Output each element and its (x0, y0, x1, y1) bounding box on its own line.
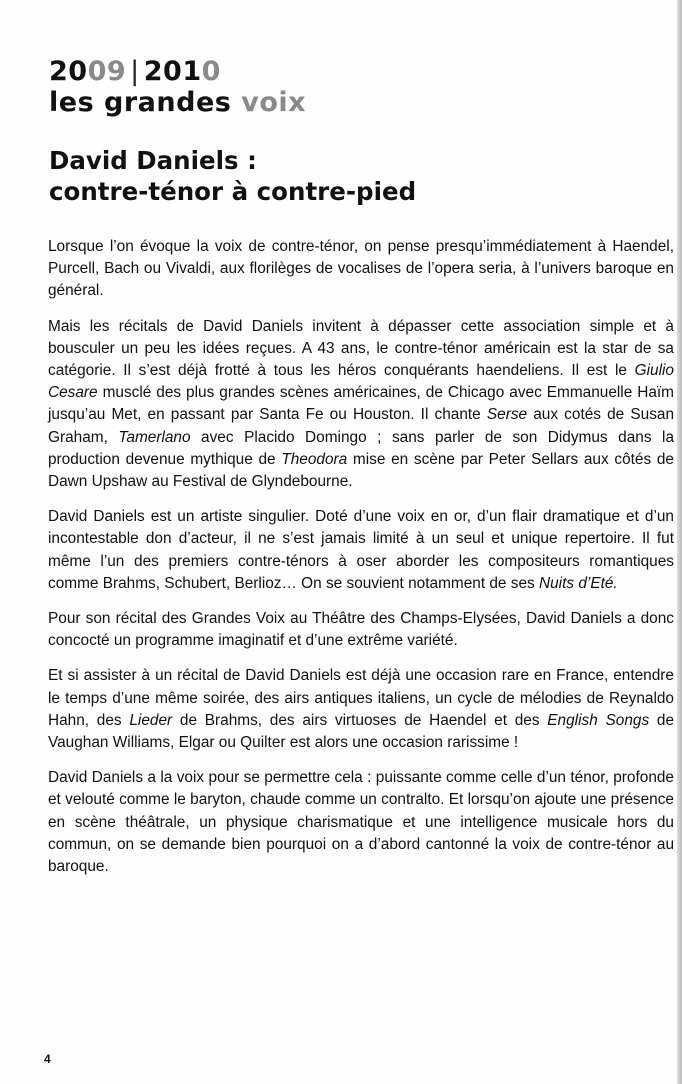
article-title-line-2: contre-ténor à contre-pied (49, 177, 417, 206)
work-title: Tamerlano (118, 428, 191, 446)
page-edge (677, 0, 682, 1084)
series-name (49, 87, 306, 118)
paragraph-2-text: musclé des plus grandes scènes américaines, de Chicago avec Emmanuelle Haïm jusqu’au Met, en passant par Santa Fe ou Houston. Il chante (48, 384, 674, 424)
season-separator: | (130, 56, 140, 87)
series-name-main: les grandes (49, 87, 232, 118)
paragraph-6: David Daniels a la voix pour se permettre cela : puissante comme celle d’un ténor, profonde et velouté comme le baryton, chaude comme un contralto. Et lorsqu’on ajoute une présence en scène théâtrale, un physique charismatique et une intelligence musicale hors du commun, on se demande bien pourquoi on a d’abord cantonné la voix de contre-ténor au baroque. (48, 769, 674, 876)
article-title-line-1: David Daniels : (49, 146, 257, 175)
series-name-accent: voix (241, 87, 307, 118)
work-title: English Songs (547, 711, 650, 729)
paragraph-2-text: mise en scène par Peter Sellars aux côtés de Dawn Upshaw au Festival de Glyndebourne. (48, 450, 674, 491)
season-year-start-suffix: 09 (87, 56, 127, 87)
paragraph-4: Pour son récital des Grandes Voix au Théâtre des Champs-Elysées, David Daniels a donc concocté un programme imaginatif et d’une extrême variété. (48, 610, 674, 650)
paragraph-2 (48, 316, 674, 494)
paragraph-2-text: Mais les récitals de David Daniels invitent à dépasser cette association simple et à bousculer un peu les idées reçues. A 43 ans, le contre-ténor américain est la star de sa catégorie. Il s’est déjà frotté à tous les héros conquérants haendeliens. Il est le (48, 317, 674, 380)
season-year-end-suffix: 0 (201, 56, 221, 87)
paragraph-3-text: David Daniels est un artiste singulier. Doté d’une voix en or, d’un flair dramatique et d’un incontestable don d’acteur, il ne s’est jamais limité à un seul et unique repertoire. Il fut même l’un des premiers contre-ténors à oser aborder les compositeurs romantiques comme Brahms, Schubert, Berlioz… On se souvient notamment de ses (48, 508, 674, 592)
season-years (49, 56, 306, 87)
paragraph-3 (48, 506, 674, 595)
series-header (49, 56, 306, 118)
work-title: Nuits d’Eté. (539, 574, 618, 592)
work-title: Theodora (281, 450, 348, 468)
season-year-end-prefix: 201 (143, 56, 202, 87)
article-title (49, 145, 416, 207)
paragraph-5-text: de Brahms, des airs virtuoses de Haendel et des (172, 711, 548, 729)
work-title: Serse (486, 406, 528, 424)
paragraph-5-text: Et si assister à un récital de David Daniels est déjà une occasion rare en France, entendre le temps d’une même soirée, des airs antiques italiens, un cycle de mélodies de Reynaldo Hahn, des (48, 667, 674, 729)
paragraph-5-text: de Vaughan Williams, Elgar ou Quilter est alors une occasion rarissime ! (48, 711, 674, 752)
work-title: Giulio Cesare (48, 362, 674, 402)
paragraph-1: Lorsque l’on évoque la voix de contre-ténor, on pense presqu’immédiatement à Haendel, Purcell, Bach ou Vivaldi, aux florilèges de vocalises de l’opera seria, à l’univers baroque en général. (48, 238, 674, 300)
work-title: Lieder (129, 711, 173, 729)
paragraph-2-text: aux cotés de Susan Graham, (48, 406, 675, 446)
season-year-start-prefix: 20 (49, 56, 88, 87)
page-number: 4 (44, 1052, 51, 1066)
article-body (48, 236, 674, 891)
paragraph-2-text: avec Placido Domingo ; sans parler de son Didymus dans la production devenue mythique de (48, 428, 674, 468)
paragraph-5 (48, 665, 674, 754)
